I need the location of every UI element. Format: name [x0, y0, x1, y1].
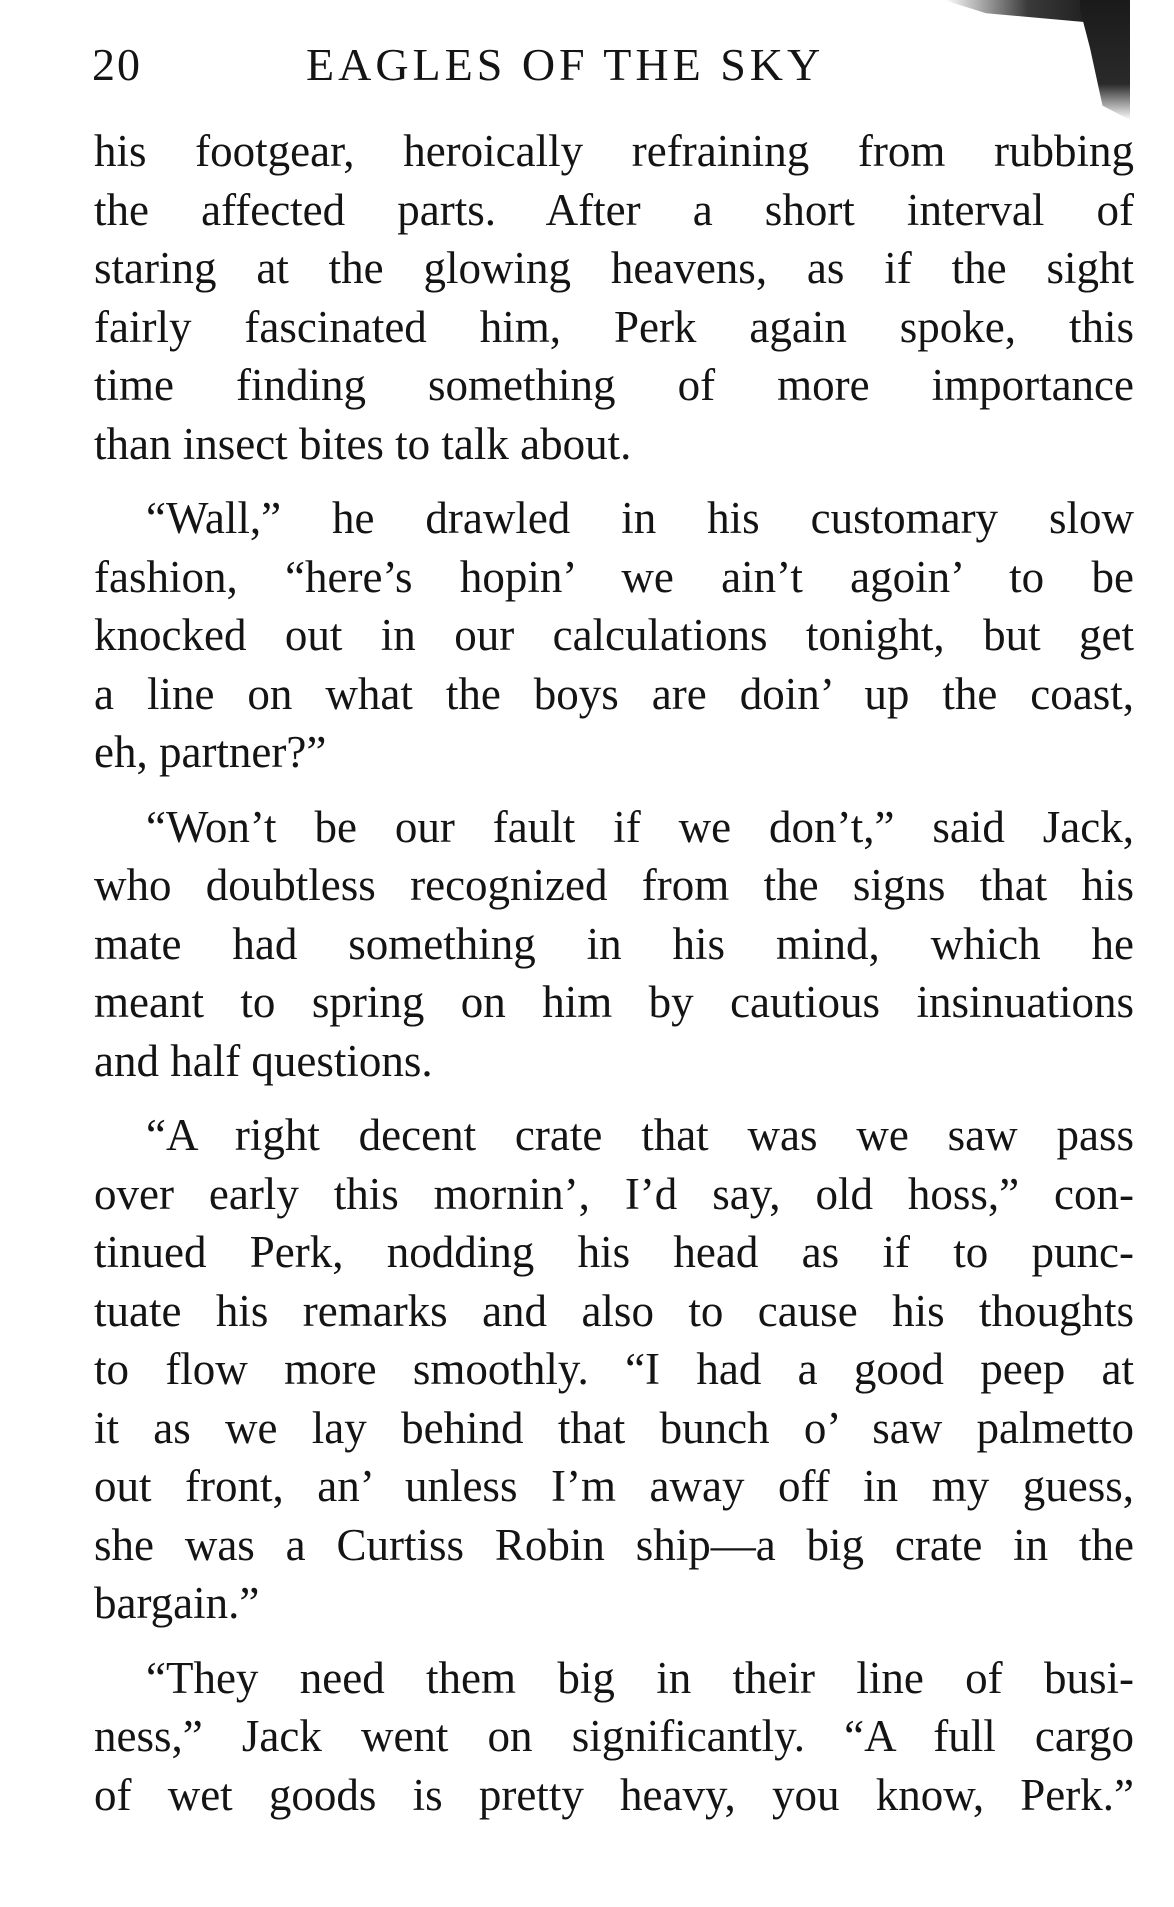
text-line: fashion, “here’s hopin’ we ain’t agoin’ to be: [94, 551, 1134, 602]
text-line: staring at the glowing heavens, as if the sight: [94, 243, 1134, 293]
scan-shadow-edge: [1080, 0, 1130, 120]
text-line: she was a Curtiss Robin ship—a big crate in the: [94, 1519, 1134, 1570]
text-line: meant to spring on him by cautious insinuations: [94, 977, 1134, 1027]
paragraph: [94, 1106, 1134, 1633]
text-line: “Won’t be our fault if we don’t,” said Jack,: [146, 801, 1134, 852]
text-line: to flow more smoothly. “I had a good peep at: [94, 1344, 1134, 1394]
text-line: time finding something of more importance: [94, 360, 1134, 410]
text-line: “Wall,” he drawled in his customary slow: [146, 493, 1134, 543]
text-line: it as we lay behind that bunch o’ saw palmetto: [94, 1402, 1134, 1453]
paragraph: [94, 122, 1134, 473]
text-line: over early this mornin’, I’d say, old hoss,” con-: [94, 1168, 1134, 1219]
text-line: out front, an’ unless I’m away off in my guess,: [94, 1461, 1134, 1511]
text-line: than insect bites to talk about.: [94, 418, 632, 469]
text-line: knocked out in our calculations tonight, but get: [94, 610, 1134, 660]
text-line: of wet goods is pretty heavy, you know, Perk.”: [94, 1769, 1134, 1820]
text-line: tuate his remarks and also to cause his thoughts: [94, 1285, 1134, 1336]
text-line: “A right decent crate that was we saw pass: [146, 1110, 1134, 1160]
scan-shadow: [944, 0, 1084, 22]
page-number: 20: [92, 39, 142, 90]
text-line: mate had something in his mind, which he: [94, 918, 1134, 969]
text-line: the affected parts. After a short interval of: [94, 184, 1134, 235]
text-line: his footgear, heroically refraining from rubbing: [94, 126, 1134, 176]
text-line: who doubtless recognized from the signs that his: [94, 860, 1134, 910]
paragraph: [94, 489, 1134, 782]
paragraph: [94, 1649, 1134, 1825]
text-line: a line on what the boys are doin’ up the coast,: [94, 668, 1134, 719]
body-text: [94, 122, 1134, 1840]
text-line: tinued Perk, nodding his head as if to punc-: [94, 1227, 1134, 1277]
running-title: EAGLES OF THE SKY: [306, 39, 825, 90]
text-line: ness,” Jack went on significantly. “A full cargo: [94, 1711, 1134, 1761]
text-line: bargain.”: [94, 1578, 260, 1628]
running-head: [92, 30, 1052, 100]
text-line: fairly fascinated him, Perk again spoke, this: [94, 301, 1134, 352]
paragraph: [94, 798, 1134, 1091]
text-line: eh, partner?”: [94, 727, 327, 777]
text-line: and half questions.: [94, 1035, 433, 1086]
text-line: “They need them big in their line of busi-: [146, 1652, 1134, 1703]
